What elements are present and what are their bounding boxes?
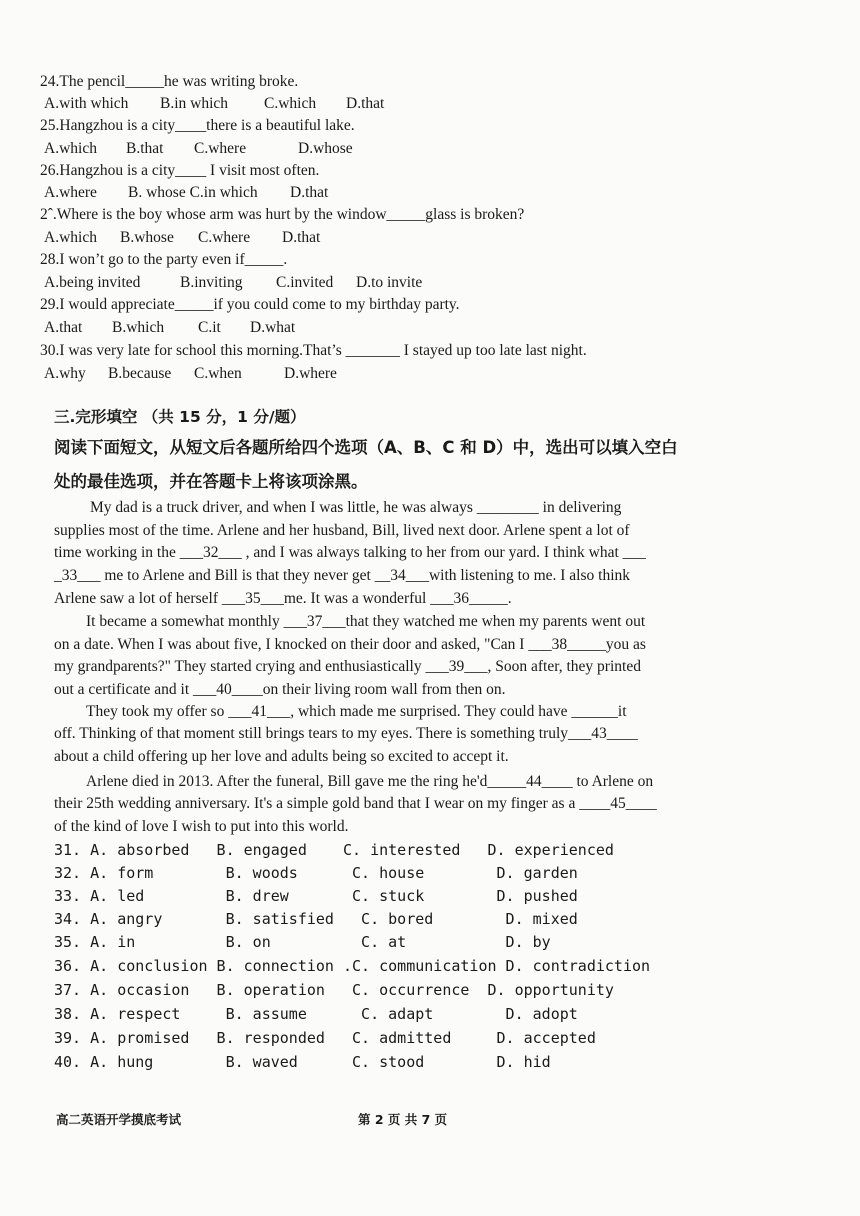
option: B.because (108, 365, 172, 382)
passage-line: off. Thinking of that moment still brings tears to my eyes. There is something truly___43____ (54, 725, 638, 742)
options-25 (44, 139, 353, 159)
option: A.that (44, 319, 83, 336)
options-28 (44, 273, 422, 293)
passage-line: It became a somewhat monthly ___37___that they watched me when my parents went out (86, 613, 646, 630)
choice-row-36: 36. A. conclusion B. connection .C. communication D. contradiction (54, 957, 651, 975)
option: B.in which (160, 95, 229, 112)
option: D.what (250, 319, 296, 336)
option: D.that (346, 95, 385, 112)
choice-row-40: 40. A. hung B. waved C. stood D. hid (54, 1053, 551, 1071)
question-28: 28.I won’t go to the party even if_____. (40, 251, 288, 268)
option: C.it (198, 319, 221, 336)
passage-line: supplies most of the time. Arlene and her husband, Bill, lived next door. Arlene spent a lot of (54, 522, 630, 539)
question-26: 26.Hangzhou is a city____ I visit most often. (40, 162, 320, 179)
section-title: 三.完形填空 （共 15 分，1 分/题） (54, 408, 306, 426)
option: B.whose (120, 229, 174, 246)
choice-row-32: 32. A. form B. woods C. house D. garden (54, 864, 578, 882)
option: A.why (44, 365, 86, 382)
options-27 (44, 228, 320, 248)
passage-line: of the kind of love I wish to put into this world. (54, 818, 349, 835)
choice-row-33: 33. A. led B. drew C. stuck D. pushed (54, 887, 578, 905)
footer-exam-title: 高二英语开学摸底考试 (56, 1112, 182, 1127)
option: B. whose C.in which (128, 184, 258, 201)
option: C.where (194, 140, 247, 157)
option: C.invited (276, 274, 334, 291)
passage-line: my grandparents?" They started crying and enthusiastically ___39___, Soon after, they printed (54, 658, 641, 675)
question-29: 29.I would appreciate_____if you could come to my birthday party. (40, 296, 460, 313)
passage-line: their 25th wedding anniversary. It's a simple gold band that I wear on my finger as a ____45____ (54, 795, 657, 812)
options-30 (44, 364, 337, 384)
passage-line: Arlene died in 2013. After the funeral, Bill gave me the ring he'd_____44____ to Arlene on (86, 773, 654, 790)
options-24 (44, 94, 384, 114)
option: B.which (112, 319, 165, 336)
question-30: 30.I was very late for school this morning.That’s _______ I stayed up too late last night. (40, 342, 587, 359)
option: D.that (282, 229, 321, 246)
passage-line: _33___ me to Arlene and Bill is that they never get __34___with listening to me. I also think (54, 567, 630, 584)
option: A.where (44, 184, 97, 201)
options-26 (44, 183, 328, 203)
options-29 (44, 318, 295, 338)
option: B.that (126, 140, 164, 157)
choice-row-39: 39. A. promised B. responded C. admitted D. accepted (54, 1029, 596, 1047)
passage-line: about a child offering up her love and adults being so excited to accept it. (54, 748, 509, 765)
question-27: 2ˆ.Where is the boy whose arm was hurt by the window_____glass is broken? (40, 206, 525, 223)
passage-line: Arlene saw a lot of herself ___35___me. It was a wonderful ___36_____. (54, 590, 512, 607)
option: B.inviting (180, 274, 243, 291)
option: C.where (198, 229, 251, 246)
option: A.which (44, 229, 97, 246)
option: D.where (284, 365, 337, 382)
passage-line: on a date. When I was about five, I knocked on their door and asked, "Can I ___38_____you as (54, 636, 646, 653)
question-24: 24.The pencil_____he was writing broke. (40, 73, 299, 90)
choice-row-31: 31. A. absorbed B. engaged C. interested D. experienced (54, 841, 614, 859)
choice-row-38: 38. A. respect B. assume C. adapt D. adopt (54, 1005, 578, 1023)
question-25: 25.Hangzhou is a city____there is a beautiful lake. (40, 117, 355, 134)
option: D.that (290, 184, 329, 201)
option: D.to invite (356, 274, 423, 291)
choice-row-35: 35. A. in B. on C. at D. by (54, 933, 551, 951)
passage-line: time working in the ___32___ , and I was always talking to her from our yard. I think what ___ (54, 544, 646, 561)
option: D.whose (298, 140, 353, 157)
option: A.being invited (44, 274, 141, 291)
section-instructions: 阅读下面短文，从短文后各题所给四个选项（A、B、C 和 D）中，选出可以填入空白 (54, 438, 678, 457)
option: A.with which (44, 95, 129, 112)
option: C.when (194, 365, 242, 382)
choice-row-37: 37. A. occasion B. operation C. occurrence D. opportunity (54, 981, 614, 999)
passage-line: out a certificate and it ___40____on their living room wall from then on. (54, 681, 506, 698)
option: C.which (264, 95, 317, 112)
passage-line: They took my offer so ___41___, which made me surprised. They could have ______it (86, 703, 627, 720)
choice-row-34: 34. A. angry B. satisfied C. bored D. mixed (54, 910, 578, 928)
option: A.which (44, 140, 97, 157)
section-instructions: 处的最佳选项，并在答题卡上将该项涂黑。 (54, 472, 368, 491)
footer-page-number: 第 2 页 共 7 页 (358, 1112, 448, 1127)
passage-line: My dad is a truck driver, and when I was little, he was always ________ in delivering (90, 499, 622, 516)
